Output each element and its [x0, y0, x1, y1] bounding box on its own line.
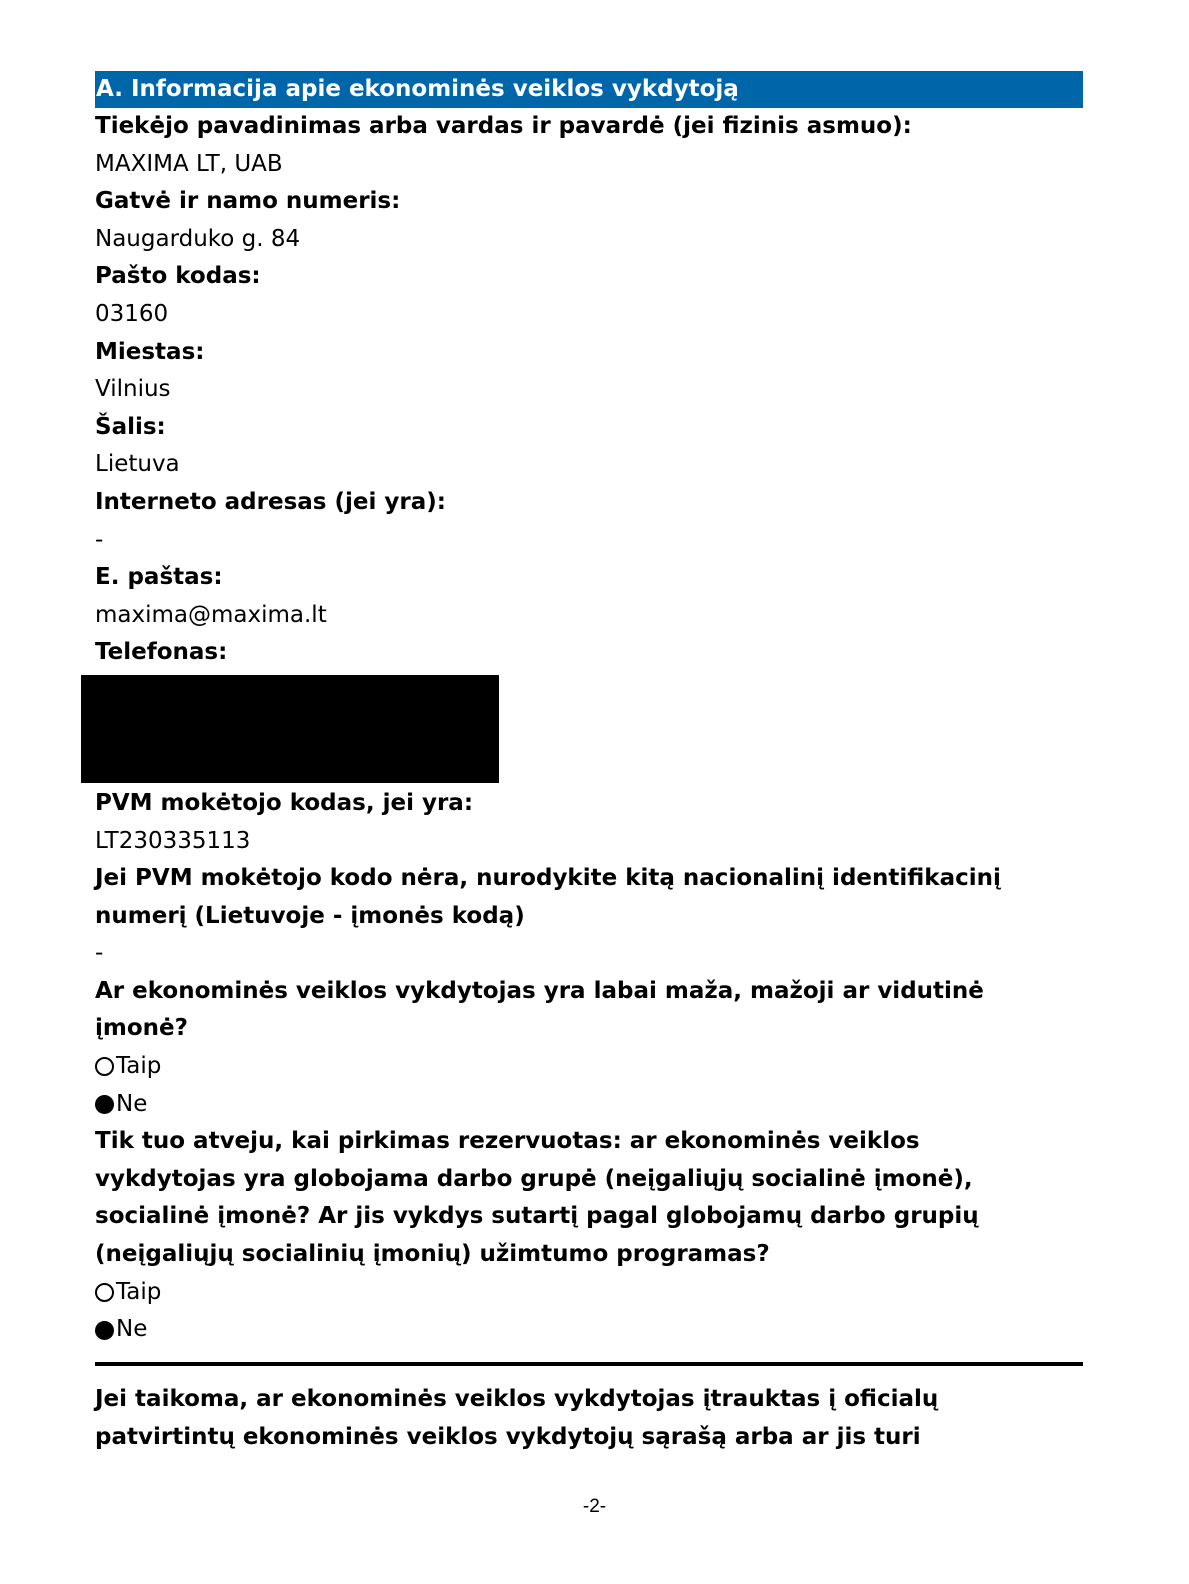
street-label: Gatvė ir namo numeris:: [95, 188, 401, 215]
reserved-question-line2: vykdytojas yra globojama darbo grupė (neįgaliųjų socialinė įmonė),: [95, 1165, 973, 1192]
vat-label: PVM mokėtojo kodas, jei yra:: [95, 789, 474, 816]
sme-option-ne[interactable]: [95, 1086, 1083, 1124]
sme-option-ne-label: Ne: [116, 1090, 148, 1117]
phone-label: Telefonas:: [95, 639, 228, 666]
official-list-question: [95, 1381, 1083, 1456]
reserved-question-line1: Tik tuo atveju, kai pirkimas rezervuotas: ar ekonominės veiklos: [95, 1128, 920, 1155]
reserved-question-line3: socialinė įmonė? Ar jis vykdys sutartį pagal globojamų darbo grupių: [95, 1203, 979, 1230]
email-label: E. paštas:: [95, 564, 223, 591]
national-id-label-line1: Jei PVM mokėtojo kodo nėra, nurodykite kitą nacionalinį identifikacinį: [95, 865, 1001, 892]
country-label: Šalis:: [95, 413, 166, 440]
national-id-value: -: [95, 940, 104, 967]
city-label: Miestas:: [95, 338, 205, 365]
redaction-block: [81, 675, 499, 783]
city-value: Vilnius: [95, 376, 171, 403]
website-value: -: [95, 526, 104, 553]
country-value: Lietuva: [95, 451, 180, 478]
official-list-question-line1: Jei taikoma, ar ekonominės veiklos vykdytojas įtrauktas į oficialų: [95, 1386, 939, 1412]
radio-unselected-icon: [95, 1283, 114, 1302]
page-number: -2-: [582, 1496, 607, 1517]
sme-option-taip[interactable]: [95, 1048, 1083, 1086]
radio-selected-icon: [95, 1095, 114, 1114]
sme-question-line2: įmonė?: [95, 1015, 188, 1042]
vat-value: LT230335113: [95, 827, 251, 854]
reserved-question-line4: (neįgaliųjų socialinių įmonių) užimtumo programas?: [95, 1241, 770, 1268]
reserved-option-ne[interactable]: [95, 1311, 1083, 1349]
supplier-name-label: Tiekėjo pavadinimas arba vardas ir pavardė (jei fizinis asmuo):: [95, 113, 912, 139]
section-divider: [95, 1362, 1083, 1366]
reserved-option-taip[interactable]: [95, 1274, 1083, 1312]
national-id-label-line2: numerį (Lietuvoje - įmonės kodą): [95, 902, 525, 929]
street-value: Naugarduko g. 84: [95, 225, 301, 252]
reserved-option-ne-label: Ne: [116, 1316, 148, 1343]
radio-selected-icon: [95, 1321, 114, 1340]
sme-option-taip-label: Taip: [116, 1053, 162, 1080]
postal-code-label: Pašto kodas:: [95, 263, 261, 290]
reserved-option-taip-label: Taip: [116, 1278, 162, 1305]
postal-code-value: 03160: [95, 300, 169, 327]
email-value: maxima@maxima.lt: [95, 601, 327, 628]
radio-unselected-icon: [95, 1057, 114, 1076]
section-header: A. Informacija apie ekonominės veiklos vykdytoją: [95, 71, 1083, 108]
sme-question-line1: Ar ekonominės veiklos vykdytojas yra labai maža, mažoji ar vidutinė: [95, 977, 984, 1004]
supplier-name-value: MAXIMA LT, UAB: [95, 150, 283, 177]
website-label: Interneto adresas (jei yra):: [95, 488, 446, 515]
official-list-question-line2: patvirtintų ekonominės veiklos vykdytojų sąrašą arba ar jis turi: [95, 1423, 921, 1450]
